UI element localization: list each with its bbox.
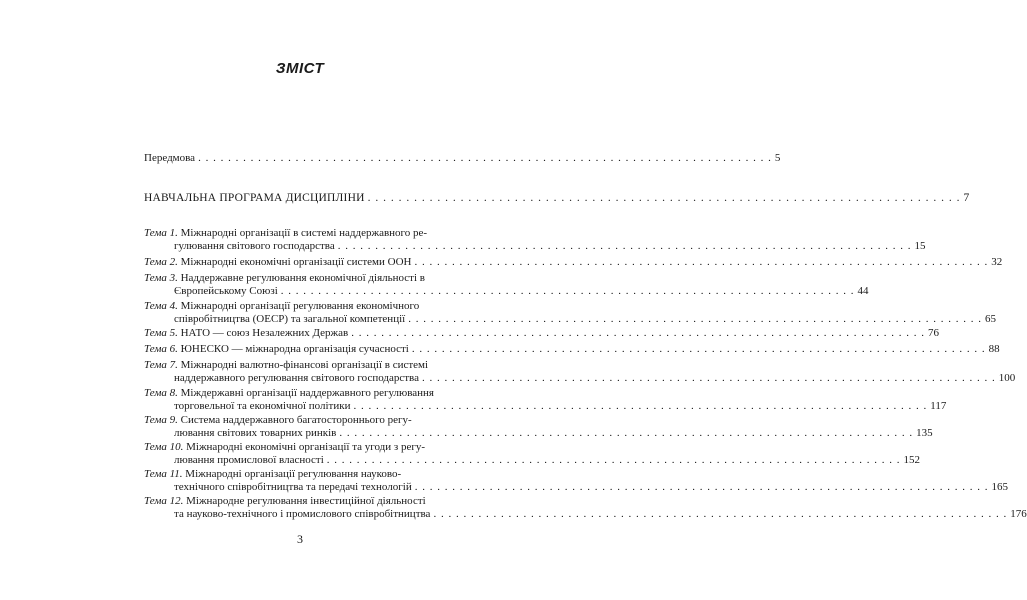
topic-label: Тема 9. [144, 414, 178, 426]
dot-leader [433, 508, 1007, 521]
dot-leader [198, 152, 772, 165]
dot-leader [422, 372, 996, 385]
topic-label: Тема 7. [144, 359, 178, 371]
topic-label: Тема 10. [144, 441, 184, 453]
toc-page-number: 152 [903, 454, 921, 466]
topic-title-line-1: Міжнародні валютно-фінансові організації в системі [180, 359, 429, 371]
topic-label: Тема 2. [144, 256, 178, 268]
dot-leader [338, 240, 912, 253]
topic-label: Тема 1. [144, 227, 178, 239]
topic-title-line-2: лювання світових товарних ринків [174, 427, 337, 439]
dot-leader [408, 313, 982, 326]
dot-leader [412, 343, 986, 356]
topic-title-line-1: Міжнародні економічні організації системи ООН [180, 256, 412, 268]
toc-page-number: 117 [930, 400, 947, 412]
toc-entry-preface [144, 152, 781, 165]
topic-title-line-2: співробітництва (ОЕСР) та загальної компетенції [174, 313, 406, 325]
toc-entry-program [144, 192, 970, 205]
topic-title-line-1: Міжнародні організації в системі наддержавного ре- [180, 227, 428, 239]
toc-page-number: 65 [984, 313, 996, 325]
dot-leader [281, 285, 855, 298]
topic-label: Тема 12. [144, 495, 184, 507]
toc-entry-topic-7 [144, 359, 1016, 385]
toc-page-number: 88 [988, 343, 1000, 355]
toc-page-number: 135 [916, 427, 933, 439]
toc-page-number: 76 [927, 327, 939, 339]
toc-entry-topic-5 [144, 327, 939, 340]
topic-title-line-1: НАТО — союз Незалежних Держав [180, 327, 349, 339]
topic-title-line-1: Міжнародні організації регулювання економічного [180, 300, 420, 312]
dot-leader [339, 427, 913, 440]
topic-title-line-1: Міждержавні організації наддержавного регулювання [180, 387, 434, 399]
toc-entry-topic-3 [144, 272, 869, 298]
topic-title-line-2: технічного співробітництва та передачі технологій [174, 481, 412, 493]
page-number: 3 [297, 532, 303, 546]
dot-leader [327, 454, 901, 467]
topic-title-line-1: Міжнародне регулювання інвестиційної діяльності [186, 495, 426, 507]
topic-label: Тема 11. [144, 468, 183, 480]
topic-label: Тема 4. [144, 300, 178, 312]
dot-leader [351, 327, 925, 340]
toc-entry-topic-11 [144, 468, 1008, 494]
topic-label: Тема 3. [144, 272, 178, 284]
topic-title-line-1: Міжнародні організації регулювання науково- [185, 468, 402, 480]
topic-label: Тема 8. [144, 387, 178, 399]
topic-title-line-2: та науково-технічного і промислового співробітництва [174, 508, 431, 520]
topic-label: Тема 5. [144, 327, 178, 339]
toc-page-number: 176 [1010, 508, 1027, 520]
toc-page-number: 165 [991, 481, 1008, 493]
topic-title-line-2: гулювання світового господарства [174, 240, 335, 252]
dot-leader [414, 256, 988, 269]
dot-leader [368, 192, 961, 205]
toc-page-number: 15 [914, 240, 926, 252]
toc-entry-topic-1 [144, 227, 926, 253]
toc-page-number: 5 [774, 152, 781, 164]
topic-title-line-2: наддержавного регулювання світового господарства [174, 372, 419, 384]
toc-label: Передмова [144, 152, 196, 164]
toc-label: НАВЧАЛЬНА ПРОГРАМА ДИСЦИПЛІНИ [144, 192, 365, 204]
toc-entry-topic-2 [144, 256, 1003, 269]
toc-entry-topic-8 [144, 387, 947, 413]
toc-page-number: 44 [857, 285, 869, 297]
toc-entry-topic-12 [144, 495, 1027, 521]
toc-entry-topic-9 [144, 414, 933, 440]
topic-title-line-1: Наддержавне регулювання економічної діяльності в [180, 272, 425, 284]
topic-title-line-1: ЮНЕСКО — міжнародна організація сучасності [180, 343, 409, 355]
dot-leader [353, 400, 927, 413]
toc-entry-topic-10 [144, 441, 921, 467]
toc-entry-topic-4 [144, 300, 996, 326]
toc-entry-topic-6 [144, 343, 1000, 356]
page-title: ЗМІСТ [275, 60, 325, 77]
topic-title-line-1: Система наддержавного багатостороннього регу- [180, 414, 412, 426]
topic-title-line-2: торговельної та економічної політики [174, 400, 351, 412]
toc-page-number: 7 [963, 192, 970, 204]
dot-leader [415, 481, 989, 494]
toc-page-number: 32 [991, 256, 1003, 268]
topic-title-line-1: Міжнародні економічні організації та угоди з регу- [186, 441, 426, 453]
topic-title-line-2: лювання промислової власності [174, 454, 324, 466]
toc-page-number: 100 [998, 372, 1016, 384]
topic-label: Тема 6. [144, 343, 178, 355]
topic-title-line-2: Європейському Союзі [174, 285, 278, 297]
